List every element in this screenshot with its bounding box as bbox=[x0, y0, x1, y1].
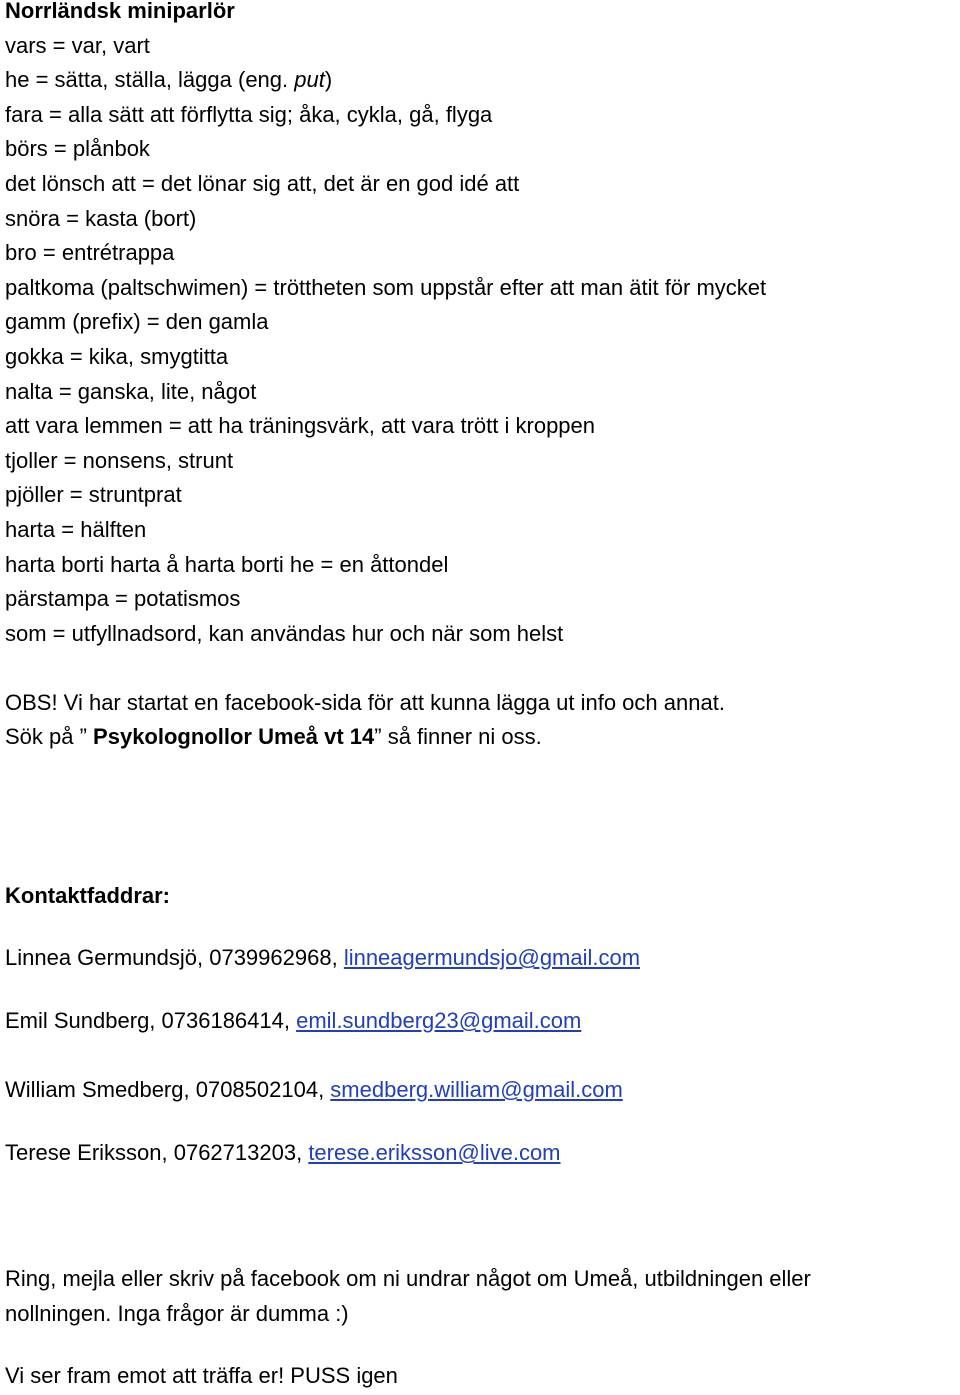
closing-line: nollningen. Inga frågor är dumma :) bbox=[5, 1300, 349, 1326]
phrase-line: harta borti harta å harta borti he = en åttondel bbox=[5, 551, 449, 577]
phrase-list bbox=[5, 29, 960, 652]
obs-text: Sök på ” bbox=[5, 724, 94, 750]
phrase-line: harta = hälften bbox=[5, 516, 147, 542]
phrase-line: vars = var, vart bbox=[5, 32, 150, 58]
spacer bbox=[5, 755, 960, 879]
obs-notice bbox=[5, 686, 960, 755]
phrase-line: pjöller = struntprat bbox=[5, 482, 182, 508]
phrase-line: fara = alla sätt att förflytta sig; åka, cykla, gå, flyga bbox=[5, 101, 493, 127]
contact-item bbox=[5, 1073, 960, 1107]
obs-text: ” så finner ni oss. bbox=[374, 724, 542, 750]
phrase-line: paltkoma (paltschwimen) = tröttheten som uppstår efter att man ätit för mycket bbox=[5, 274, 767, 300]
closing-section bbox=[5, 1262, 960, 1394]
phrase-line: det lönsch att = det lönar sig att, det är en god idé att bbox=[5, 170, 520, 196]
phrase-line: tjoller = nonsens, strunt bbox=[5, 447, 234, 473]
phrase-line: som = utfyllnadsord, kan användas hur och när som helst bbox=[5, 620, 564, 646]
document-page bbox=[5, 0, 960, 1394]
contact-item bbox=[5, 941, 960, 975]
contact-email-link[interactable]: terese.eriksson@live.com bbox=[308, 1140, 561, 1166]
phrase-line: gamm (prefix) = den gamla bbox=[5, 309, 269, 335]
phrase-text: ) bbox=[324, 67, 333, 93]
spacer bbox=[5, 1170, 960, 1262]
contact-name-phone: Terese Eriksson, 0762713203, bbox=[5, 1140, 309, 1166]
phrase-emphasis: put bbox=[294, 67, 325, 93]
closing-line: Vi ser fram emot att träffa er! PUSS igen bbox=[5, 1363, 398, 1389]
phrase-line: pärstampa = potatismos bbox=[5, 586, 241, 612]
contacts-heading: Kontaktfaddrar: bbox=[5, 883, 171, 909]
phrase-line: att vara lemmen = att ha träningsvärk, att vara trött i kroppen bbox=[5, 413, 596, 439]
facebook-group-name: Psykolognollor Umeå vt 14 bbox=[93, 724, 375, 750]
contact-item bbox=[5, 1136, 960, 1170]
obs-line: OBS! Vi har startat en facebook-sida för att kunna lägga ut info och annat. bbox=[5, 689, 725, 715]
phrase-line: bro = entrétrappa bbox=[5, 240, 175, 266]
closing-line: Ring, mejla eller skriv på facebook om ni undrar något om Umeå, utbildningen eller bbox=[5, 1266, 811, 1292]
phrase-line: gokka = kika, smygtitta bbox=[5, 343, 229, 369]
phrase-text: he = sätta, ställa, lägga (eng. bbox=[5, 67, 295, 93]
spacer bbox=[5, 1331, 960, 1359]
contact-email-link[interactable]: smedberg.william@gmail.com bbox=[330, 1077, 623, 1103]
contact-name-phone: Linnea Germundsjö, 0739962968, bbox=[5, 945, 344, 971]
spacer bbox=[5, 913, 960, 941]
page-title: Norrländsk miniparlör bbox=[5, 0, 235, 23]
contact-name-phone: William Smedberg, 0708502104, bbox=[5, 1077, 331, 1103]
contact-email-link[interactable]: linneagermundsjo@gmail.com bbox=[343, 945, 641, 971]
spacer bbox=[5, 975, 960, 1004]
contacts-section bbox=[5, 879, 960, 1170]
contact-item bbox=[5, 1004, 960, 1038]
phrase-line: nalta = ganska, lite, något bbox=[5, 378, 257, 404]
contact-name-phone: Emil Sundberg, 0736186414, bbox=[5, 1008, 297, 1034]
contact-email-link[interactable]: emil.sundberg23@gmail.com bbox=[296, 1008, 582, 1034]
spacer bbox=[5, 651, 960, 686]
spacer bbox=[5, 1038, 960, 1073]
spacer bbox=[5, 1107, 960, 1136]
phrase-line bbox=[5, 63, 960, 98]
obs-line bbox=[5, 720, 960, 755]
phrase-line: snöra = kasta (bort) bbox=[5, 205, 197, 231]
phrase-line: börs = plånbok bbox=[5, 136, 150, 162]
